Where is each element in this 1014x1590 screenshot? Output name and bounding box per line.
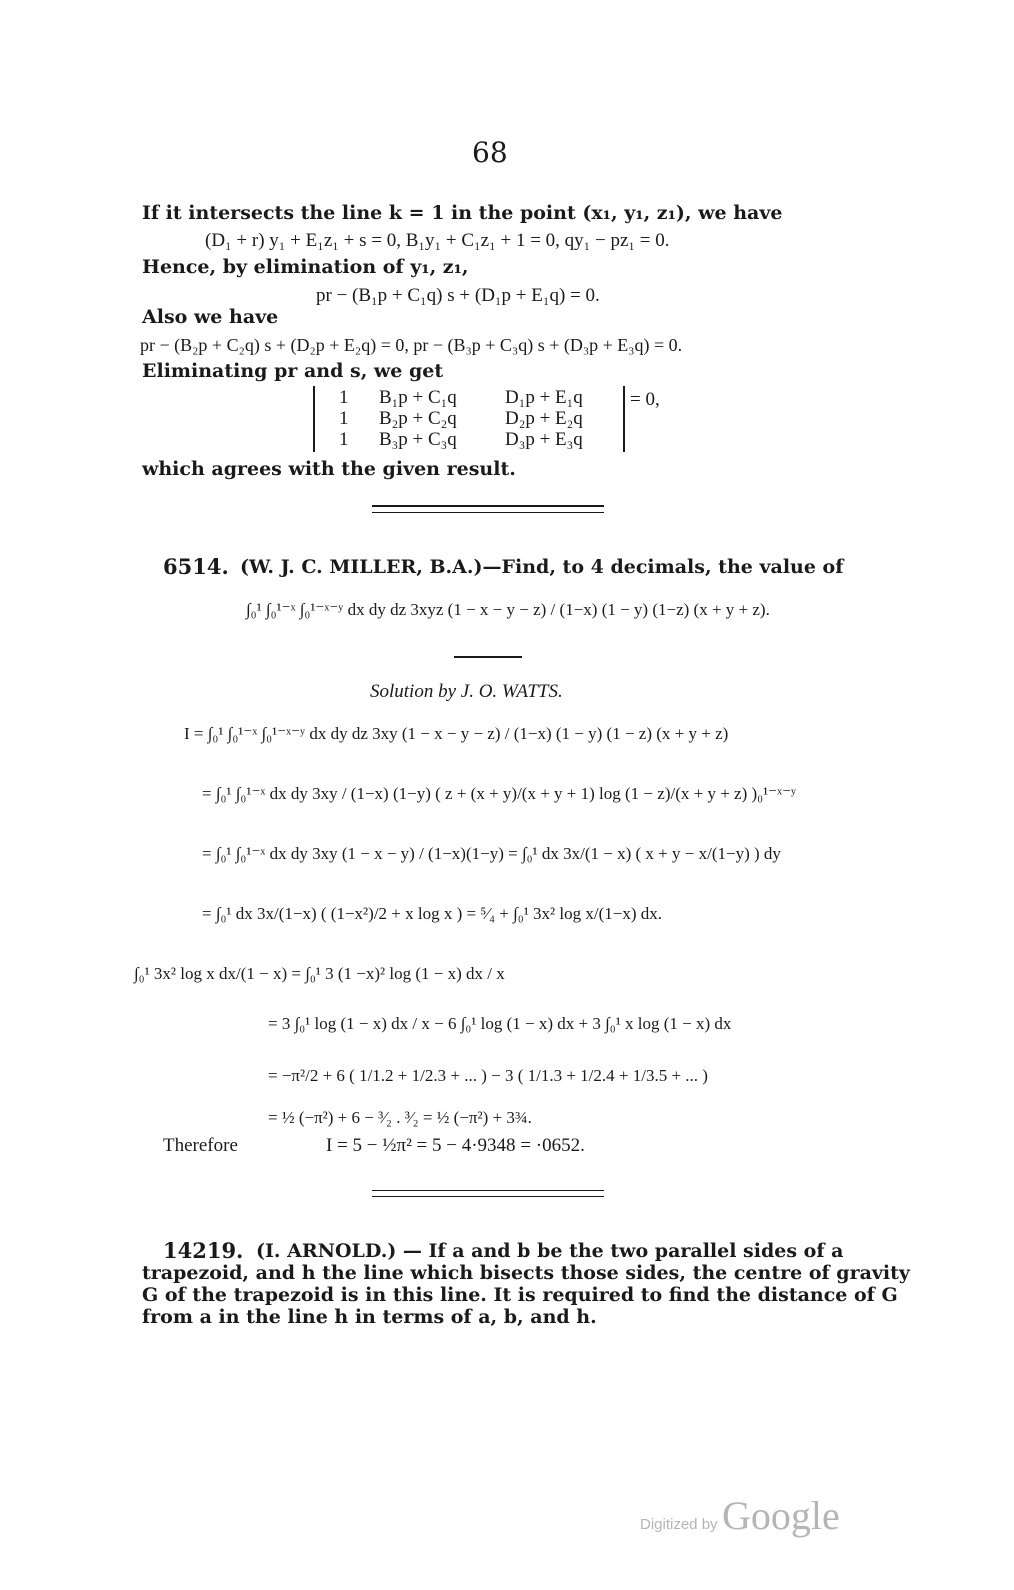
det-cell: 1 [339, 387, 349, 408]
det-cell: B₂p + C₂q [379, 408, 457, 429]
det-cell: B₃p + C₃q [379, 429, 457, 450]
equation: pr − (B₂p + C₂q) s + (D₂p + E₂q) = 0, pr − (B₃p + C₃q) s + (D₃p + E₃q) = 0. [140, 335, 683, 355]
equation: pr − (B₁p + C₁q) s + (D₁p + E₁q) = 0. [316, 285, 600, 306]
digitized-label: Digitized by [640, 1516, 718, 1533]
google-logo: Google [722, 1493, 840, 1538]
section-divider [372, 505, 604, 507]
det-suffix: = 0, [630, 389, 660, 410]
solution-step: = −π²/2 + 6 ( 1/1.2 + 1/2.3 + ... ) − 3 ( 1/1.3 + 1/2.4 + 1/3.5 + ... ) [268, 1066, 708, 1085]
det-cell: 1 [339, 408, 349, 429]
solution-step: = ∫₀¹ dx 3x/(1−x) ( (1−x²)/2 + x log x ) = ⁵⁄₄ + ∫₀¹ 3x² log x/(1−x) dx. [202, 904, 663, 923]
determinant [313, 386, 625, 452]
det-cell: D₃p + E₃q [505, 429, 583, 450]
result: I = 5 − ½π² = 5 − 4·9348 = ·0652. [326, 1135, 585, 1156]
section-divider [372, 512, 604, 513]
det-cell: D₂p + E₂q [505, 408, 583, 429]
solution-heading: Solution by J. O. WATTS. [370, 681, 563, 702]
text-line: Hence, by elimination of y₁, z₁, [142, 256, 469, 278]
solution-step: I = ∫₀¹ ∫₀¹⁻ˣ ∫₀¹⁻ˣ⁻ʸ dx dy dz 3xy (1 − x − y − z) / (1−x) (1 − y) (1 − z) (x + y + z) [184, 724, 729, 743]
therefore-label: Therefore [163, 1135, 238, 1156]
det-cell: 1 [339, 429, 349, 450]
text-line: If it intersects the line k = 1 in the point (x₁, y₁, z₁), we have [142, 202, 783, 224]
text-line: Eliminating pr and s, we get [142, 360, 444, 382]
solution-step: ∫₀¹ 3x² log x dx/(1 − x) = ∫₀¹ 3 (1 −x)² log (1 − x) dx / x [134, 964, 505, 983]
problem-number: 14219. [163, 1238, 244, 1263]
text-line: (I. ARNOLD.) — If a and b be the two parallel sides of a [256, 1240, 844, 1262]
text-line: G of the trapezoid is in this line. It is required to find the distance of G [142, 1284, 898, 1306]
short-divider [454, 656, 522, 658]
det-cell: D₁p + E₁q [505, 387, 583, 408]
problem-statement: (W. J. C. MILLER, B.A.)—Find, to 4 decimals, the value of [240, 556, 844, 578]
problem-number: 6514. [163, 554, 229, 579]
text-line: from a in the line h in terms of a, b, and h. [142, 1306, 597, 1328]
solution-step: = ∫₀¹ ∫₀¹⁻ˣ dx dy 3xy (1 − x − y) / (1−x)(1−y) = ∫₀¹ dx 3x/(1 − x) ( x + y − x/(1−y) ) dy [202, 844, 781, 863]
solution-step: = ½ (−π²) + 6 − ³⁄₂ . ³⁄₂ = ½ (−π²) + 3¾. [268, 1108, 532, 1127]
solution-step: = ∫₀¹ ∫₀¹⁻ˣ dx dy 3xy / (1−x) (1−y) ( z + (x + y)/(x + y + 1) log (1 − z)/(x + y + z) )₀¹⁻ˣ⁻ʸ [202, 784, 797, 803]
digitized-watermark [640, 1492, 840, 1539]
text-line: trapezoid, and h the line which bisects those sides, the centre of gravity [142, 1262, 910, 1284]
section-divider [372, 1190, 604, 1191]
solution-step: = 3 ∫₀¹ log (1 − x) dx / x − 6 ∫₀¹ log (1 − x) dx + 3 ∫₀¹ x log (1 − x) dx [268, 1014, 732, 1033]
det-cell: B₁p + C₁q [379, 387, 457, 408]
equation: (D₁ + r) y₁ + E₁z₁ + s = 0, B₁y₁ + C₁z₁ + 1 = 0, qy₁ − pz₁ = 0. [205, 230, 670, 251]
section-divider [372, 1196, 604, 1197]
equation: ∫₀¹ ∫₀¹⁻ˣ ∫₀¹⁻ˣ⁻ʸ dx dy dz 3xyz (1 − x − y − z) / (1−x) (1 − y) (1−z) (x + y + z). [246, 600, 770, 619]
page-number: 68 [472, 136, 508, 169]
text-line: which agrees with the given result. [142, 458, 516, 480]
text-line: Also we have [142, 306, 279, 328]
